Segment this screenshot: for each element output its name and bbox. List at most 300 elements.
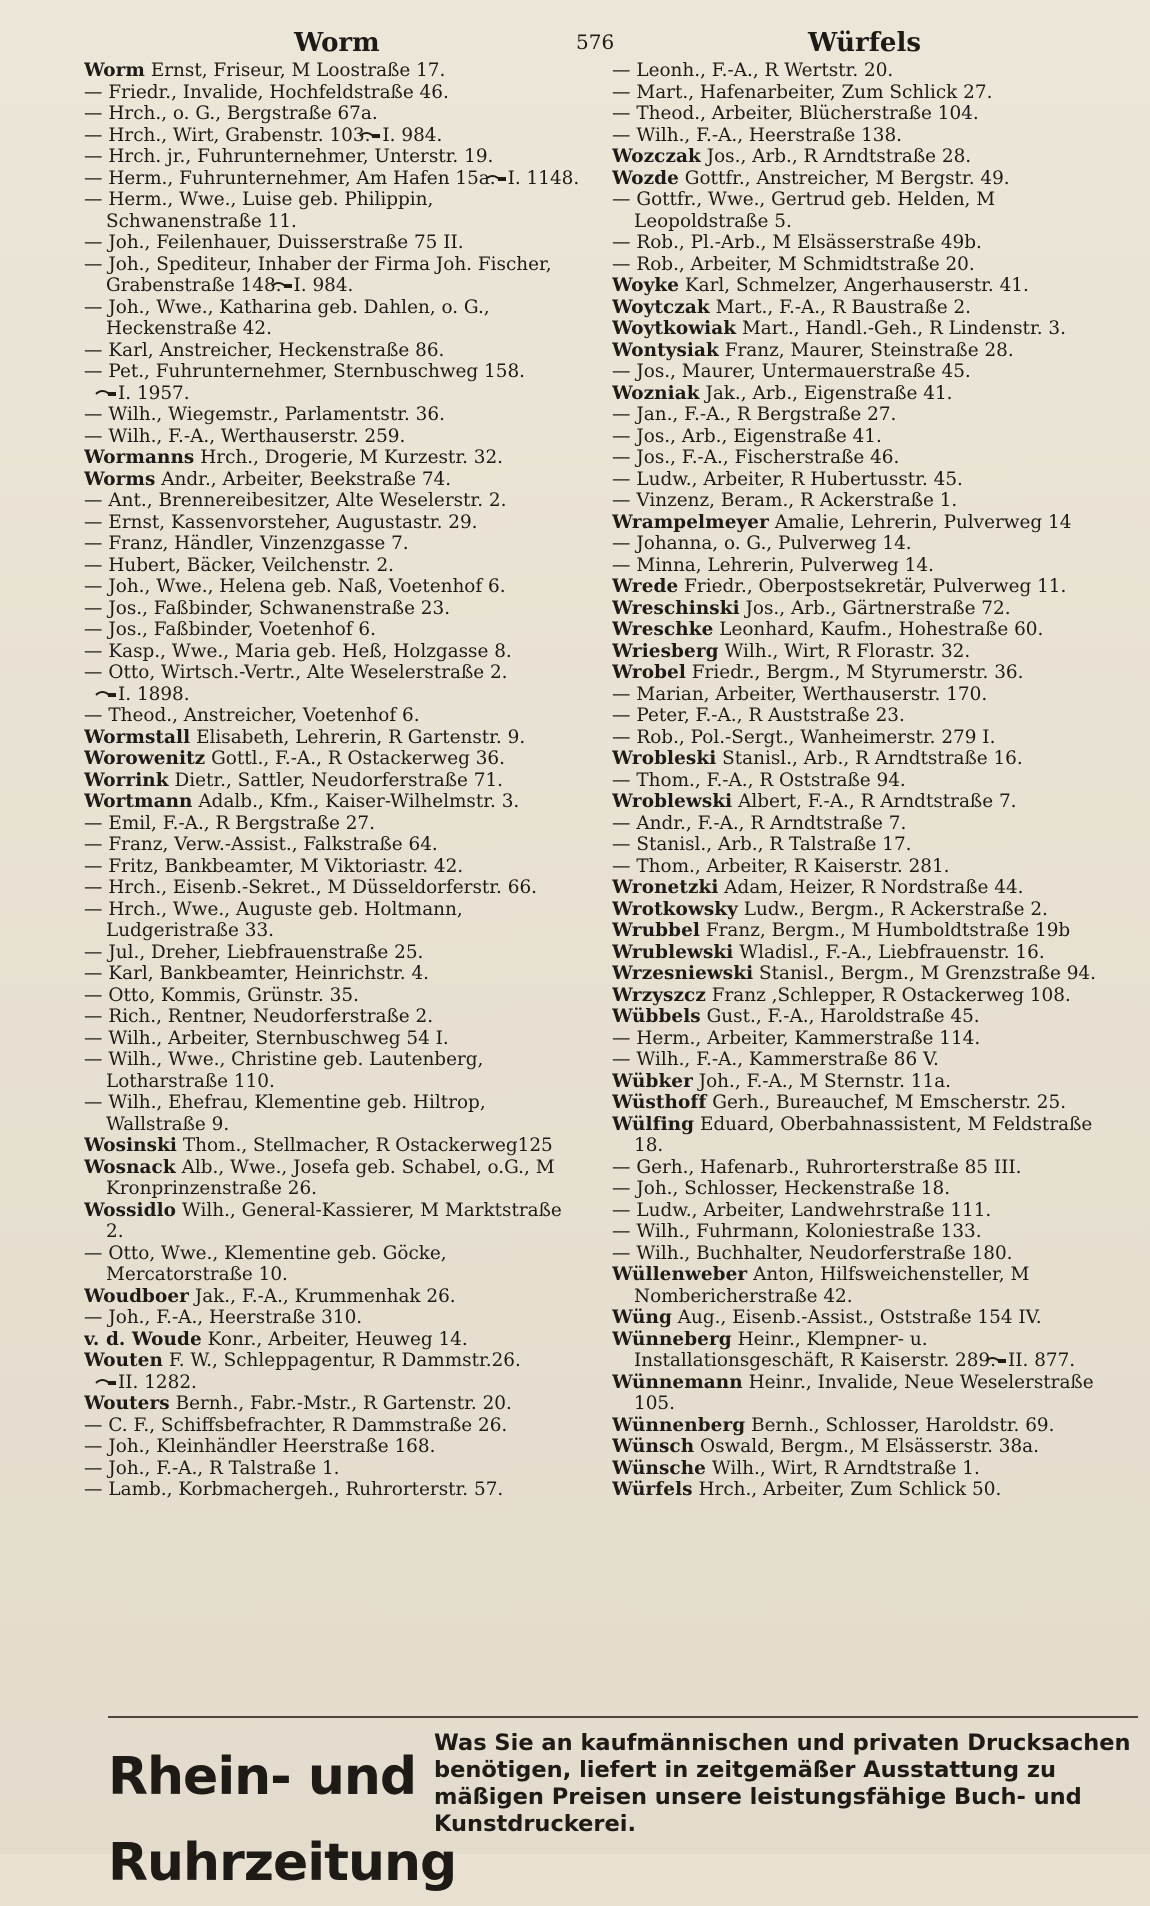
directory-entry [612, 168, 1112, 190]
directory-entry [612, 598, 1112, 620]
entry-name: Wrubbel [612, 920, 700, 941]
entry-text: Ernst, Friseur, M Loostraße 17. [150, 60, 446, 81]
entry-text: Amalie, Lehrerin, Pulverweg 14 [774, 511, 1072, 533]
directory-entry [84, 60, 584, 82]
entry-text: Wilh., F.-A., Kammerstraße 86 V. [636, 1049, 939, 1070]
directory-entry [612, 662, 1112, 684]
entry-text: Kasp., Wwe., Maria geb. Heß, Holzgasse 8. [108, 640, 512, 662]
entry-name: Wünneberg [612, 1328, 732, 1350]
entry-text: Franz, Verw.-Assist., Falkstraße 64. [108, 834, 438, 855]
entry-dash: — [84, 533, 103, 554]
entry-name: Wormstall [84, 726, 191, 748]
telephone-number [116, 1372, 197, 1394]
entry-dash: — [84, 662, 103, 683]
entry-text: Heinr., Invalide, Neue Weselerstraße 105. [634, 1371, 1094, 1414]
directory-entry [84, 168, 584, 190]
entry-dash: — [612, 189, 631, 210]
directory-entry [612, 1415, 1112, 1437]
entry-dash: — [612, 726, 631, 748]
directory-entry [612, 404, 1112, 426]
directory-entry [612, 1178, 1112, 1200]
entry-text: Herm., Wwe., Luise geb. Philippin, Schwanenstraße 11. [106, 189, 434, 232]
entry-dash: — [612, 1027, 631, 1049]
directory-entry [612, 555, 1112, 577]
entry-text: Hrch., Drogerie, M Kurzestr. 32. [200, 447, 504, 468]
directory-entry [612, 834, 1112, 856]
entry-text: Friedr., Oberpostsekretär, Pulverweg 11. [684, 576, 1067, 597]
entry-text: Hrch., Wirt, Grabenstr. 103. [108, 124, 371, 146]
directory-entry [612, 1006, 1112, 1028]
entry-text: Franz, Maurer, Steinstraße 28. [724, 339, 1014, 361]
directory-entry [612, 189, 1112, 232]
directory-entry [84, 1286, 584, 1308]
directory-entry [84, 490, 584, 512]
entry-name: Wünsch [612, 1436, 695, 1457]
directory-entry [612, 426, 1112, 448]
entry-dash: — [612, 425, 631, 447]
directory-entry [84, 447, 584, 469]
entry-dash: — [84, 963, 103, 984]
entry-text: Wilh., Wirt, R Florastr. 32. [724, 640, 971, 662]
directory-entry [612, 447, 1112, 469]
directory-entry [612, 254, 1112, 276]
entry-text: Heinr., Klempner- u. Installationsgeschäft, R Kaiserstr. 289. [634, 1328, 996, 1371]
directory-entry [612, 899, 1112, 921]
entry-text: Rob., Arbeiter, M Schmidtstraße 20. [636, 253, 975, 275]
entry-text: Friedr., Invalide, Hochfeldstraße 46. [108, 81, 449, 103]
entry-dash: — [612, 1221, 631, 1242]
directory-entry [84, 770, 584, 792]
entry-text: Hubert, Bäcker, Veilchenstr. 2. [108, 554, 395, 576]
directory-entry [612, 770, 1112, 792]
entry-name: Worrink [84, 769, 169, 791]
entry-text: Otto, Kommis, Grünstr. 35. [108, 984, 359, 1006]
entry-text: Anton, Hilfsweichensteller, M Nombericherstraße 42. [634, 1264, 1030, 1307]
entry-dash: — [612, 103, 631, 124]
entry-name: Wosnack [84, 1156, 176, 1178]
entry-dash: — [84, 898, 103, 920]
entry-dash: — [84, 554, 103, 576]
directory-entry [612, 297, 1112, 319]
entry-name: Wüng [612, 1307, 672, 1328]
directory-entry [612, 1479, 1112, 1501]
directory-entry [84, 125, 584, 147]
entry-dash: — [84, 296, 103, 318]
directory-entry [84, 856, 584, 878]
directory-entry [612, 125, 1112, 147]
entry-dash: — [84, 1242, 103, 1264]
entry-text: Jak., Arb., Eigenstraße 41. [705, 382, 953, 404]
entry-dash: — [84, 167, 103, 189]
entry-dash: — [84, 404, 103, 425]
entry-text: Stanisl., Bergm., M Grenzstraße 94. [759, 963, 1096, 984]
directory-entry [612, 1200, 1112, 1222]
directory-entry [84, 1307, 584, 1329]
directory-entry [84, 1092, 584, 1135]
entry-name: Woytczak [612, 296, 710, 318]
entry-name: Wünnenberg [612, 1414, 746, 1436]
entry-text: Leonh., F.-A., R Wertstr. 20. [636, 60, 894, 81]
entry-name: Woytkowiak [612, 318, 737, 339]
entry-text: Jos., Arb., Eigenstraße 41. [636, 425, 882, 447]
entry-text: Jan., F.-A., R Bergstraße 27. [636, 404, 897, 425]
directory-entry [612, 533, 1112, 555]
entry-text: Joh., Schlosser, Heckenstraße 18. [636, 1178, 951, 1199]
directory-entry [612, 232, 1112, 254]
entry-name: Woudboer [84, 1285, 189, 1307]
entry-dash: — [84, 941, 103, 963]
directory-entry [84, 748, 584, 770]
directory-entry [612, 60, 1112, 82]
entry-name: Wouters [84, 1393, 170, 1414]
entry-text: Wilh., F.-A., Heerstraße 138. [636, 124, 903, 146]
entry-name: Wübbels [612, 1006, 701, 1027]
entry-text: Albert, F.-A., R Arndtstraße 7. [738, 791, 1017, 812]
directory-entry [612, 1157, 1112, 1179]
advertisement-title: Rhein- und Ruhrzeitung [108, 1747, 457, 1893]
entry-text: Rob., Pl.-Arb., M Elsässerstraße 49b. [636, 232, 982, 253]
entry-text: Joh., F.-A., M Sternstr. 11a. [698, 1070, 952, 1092]
entry-text: Joh., F.-A., Heerstraße 310. [108, 1307, 363, 1328]
entry-text: Dietr., Sattler, Neudorferstraße 71. [174, 769, 504, 791]
directory-entry [612, 1436, 1112, 1458]
entry-text: Herm., Fuhrunternehmer, Am Hafen 15a. [108, 167, 496, 189]
directory-entry [84, 82, 584, 104]
telephone-icon [484, 174, 508, 184]
header-left: Worm [294, 28, 380, 58]
entry-dash: — [612, 1178, 631, 1199]
entry-dash: — [612, 60, 631, 81]
directory-entry [84, 1135, 584, 1157]
entry-dash: — [84, 511, 103, 533]
directory-entry [612, 1092, 1112, 1114]
directory-entry [612, 813, 1112, 835]
entry-dash: — [612, 533, 631, 554]
directory-entry [84, 1157, 584, 1200]
directory-entry [84, 146, 584, 168]
entry-text: Emil, F.-A., R Bergstraße 27. [108, 812, 375, 834]
entry-dash: — [612, 232, 631, 253]
directory-entry [612, 146, 1112, 168]
entry-dash: — [84, 1436, 103, 1457]
entry-text: Joh., Feilenhauer, Duisserstraße 75 II. [108, 232, 464, 253]
entry-text: Gust., F.-A., Haroldstraße 45. [706, 1006, 980, 1027]
entry-name: v. d. Woude [84, 1328, 202, 1350]
directory-entry [612, 705, 1112, 727]
telephone-icon [984, 1356, 1008, 1366]
entry-dash: — [612, 1049, 631, 1070]
entry-name: Wübker [612, 1070, 693, 1092]
advertisement [108, 1716, 1138, 1893]
entry-text: Eduard, Oberbahnassistent, M Feldstraße 18. [634, 1113, 1093, 1156]
entry-text: Konr., Arbeiter, Heuweg 14. [207, 1328, 468, 1350]
entry-name: Wrzesniewski [612, 963, 754, 984]
entry-text: Jos., Maurer, Untermauerstraße 45. [636, 361, 971, 382]
entry-text: Jos., Faßbinder, Schwanenstraße 23. [108, 597, 451, 619]
directory-entry [612, 684, 1112, 706]
entry-text: Leonhard, Kaufm., Hohestraße 60. [719, 619, 1044, 640]
telephone-number [292, 275, 354, 297]
directory-entry [612, 727, 1112, 749]
entry-name: Wrampelmeyer [612, 511, 769, 533]
entry-text: Wilh., Ehefrau, Klementine geb. Hiltrop, Wallstraße 9. [106, 1092, 486, 1135]
telephone-icon [94, 690, 118, 700]
entry-dash: — [84, 640, 103, 662]
entry-text: Wilh., General-Kassierer, M Marktstraße 2. [106, 1199, 562, 1242]
entry-text: Gottl., F.-A., R Ostackerweg 36. [211, 748, 505, 769]
entry-dash: — [84, 253, 103, 275]
entry-name: Wontysiak [612, 339, 719, 361]
entry-name: Wrobleski [612, 748, 717, 769]
entry-text: Oswald, Bergm., M Elsässerstr. 38a. [700, 1436, 1039, 1457]
directory-entry [84, 1415, 584, 1437]
entry-name: Wossidlo [84, 1199, 177, 1221]
entry-text: Otto, Wwe., Klementine geb. Göcke, Mercatorstraße 10. [106, 1242, 447, 1285]
directory-entry [612, 1307, 1112, 1329]
entry-dash: — [84, 1006, 103, 1027]
telephone-number [116, 684, 190, 706]
directory-entry [612, 1049, 1112, 1071]
telephone-value: II. 877. [1007, 1350, 1076, 1371]
entry-dash: — [612, 834, 631, 855]
directory-entry [612, 1071, 1112, 1093]
entry-dash: — [84, 705, 103, 726]
entry-text: Wilh., Wiegemstr., Parlamentstr. 36. [108, 404, 445, 425]
directory-entry [84, 297, 584, 340]
left-column [84, 60, 584, 1725]
entry-name: Wrzyszcz [612, 984, 706, 1006]
entry-name: Wrobel [612, 662, 686, 683]
directory-entry [612, 361, 1112, 383]
entry-name: Wriesberg [612, 640, 719, 662]
telephone-icon [270, 281, 294, 291]
entry-name: Wroblewski [612, 791, 733, 812]
entry-text: Franz ,Schlepper, R Ostackerweg 108. [711, 984, 1071, 1006]
entry-text: Theod., Anstreicher, Voetenhof 6. [108, 705, 420, 726]
entry-dash: — [84, 597, 103, 619]
entry-text: Joh., Spediteur, Inhaber der Firma Joh. Fischer, Grabenstraße 148. [106, 253, 552, 296]
entry-dash: — [612, 683, 631, 705]
directory-entry [612, 920, 1112, 942]
entry-text: Hrch., Wwe., Auguste geb. Holtmann, Ludgeristraße 33. [106, 898, 463, 941]
directory-entry [84, 1243, 584, 1286]
entry-text: Vinzenz, Beram., R Ackerstraße 1. [636, 490, 958, 511]
directory-entry [612, 1264, 1112, 1307]
directory-entry [84, 404, 584, 426]
entry-dash: — [84, 490, 103, 511]
entry-dash: — [612, 812, 631, 834]
telephone-icon [94, 389, 118, 399]
directory-entry [84, 1479, 584, 1501]
directory-entry [84, 985, 584, 1007]
entry-text: Karl, Bankbeamter, Heinrichstr. 4. [108, 963, 430, 984]
entry-text: Elisabeth, Lehrerin, R Gartenstr. 9. [196, 726, 526, 748]
entry-name: Worowenitz [84, 748, 206, 769]
directory-entry [612, 877, 1112, 899]
directory-entry [612, 1114, 1112, 1157]
entry-dash: — [612, 81, 631, 103]
entry-dash: — [612, 1199, 631, 1221]
telephone-value: I. 984. [293, 275, 354, 296]
entry-dash: — [84, 81, 103, 103]
directory-entry [612, 856, 1112, 878]
directory-entry [84, 1458, 584, 1480]
entry-text: Fritz, Bankbeamter, M Viktoriastr. 42. [108, 855, 464, 877]
entry-text: Gerh., Bureauchef, M Emscherstr. 25. [712, 1092, 1067, 1113]
entry-text: Jos., Arb., R Arndtstraße 28. [706, 146, 972, 167]
directory-entry [84, 641, 584, 663]
entry-dash: — [612, 490, 631, 511]
directory-entry [84, 576, 584, 598]
directory-entry [84, 555, 584, 577]
entry-text: Adam, Heizer, R Nordstraße 44. [724, 877, 1024, 898]
entry-text: Karl, Anstreicher, Heckenstraße 86. [108, 339, 445, 361]
entry-text: Franz, Bergm., M Humboldtstraße 19b [705, 920, 1071, 941]
entry-dash: — [612, 253, 631, 275]
entry-text: Aug., Eisenb.-Assist., Oststraße 154 IV. [677, 1307, 1042, 1328]
directory-entry [612, 1329, 1112, 1372]
entry-text: Thom., F.-A., R Oststraße 94. [636, 769, 906, 791]
entry-text: Alb., Wwe., Josefa geb. Schabel, o.G., M Kronprinzenstraße 26. [106, 1156, 555, 1199]
directory-entry [84, 1436, 584, 1458]
entry-name: Wreschke [612, 619, 714, 640]
directory-entry [84, 877, 584, 899]
entry-name: Wozde [612, 167, 679, 189]
entry-text: Friedr., Bergm., M Styrumerstr. 36. [691, 662, 1024, 683]
entry-text: Joh., Wwe., Katharina geb. Dahlen, o. G., Heckenstraße 42. [106, 296, 490, 339]
entry-text: Thom., Stellmacher, R Ostackerweg125 [182, 1135, 553, 1156]
entry-text: Ernst, Kassenvorsteher, Augustastr. 29. [108, 511, 478, 533]
directory-entry [612, 82, 1112, 104]
entry-dash: — [612, 1242, 631, 1264]
entry-dash: — [612, 468, 631, 490]
entry-name: Wormanns [84, 447, 195, 468]
directory-entry [84, 189, 584, 232]
entry-text: Stanisl., Arb., R Talstraße 17. [636, 834, 912, 855]
entry-name: Wrotkowsky [612, 898, 738, 920]
directory-entry [84, 512, 584, 534]
telephone-value: I. 1148. [507, 167, 580, 189]
entry-text: Wilh., Buchhalter, Neudorferstraße 180. [636, 1242, 1013, 1264]
entry-text: Otto, Wirtsch.-Vertr., Alte Weselerstraße 2. [108, 662, 508, 683]
entry-text: Mart., Hafenarbeiter, Zum Schlick 27. [636, 81, 993, 103]
entry-dash: — [84, 855, 103, 877]
entry-dash: — [84, 834, 103, 855]
entry-text: Jos., Faßbinder, Voetenhof 6. [108, 619, 376, 640]
entry-dash: — [84, 232, 103, 253]
directory-entry [612, 641, 1112, 663]
entry-text: Mart., F.-A., R Baustraße 2. [715, 296, 972, 318]
entry-name: Wozniak [612, 382, 700, 404]
entry-name: Wosinski [84, 1135, 178, 1156]
entry-text: Gottfr., Anstreicher, M Bergstr. 49. [684, 167, 1010, 189]
entry-text: Hrch., Eisenb.-Sekret., M Düsseldorferstr. 66. [108, 877, 537, 898]
entry-text: Wilh., Fuhrmann, Koloniestraße 133. [636, 1221, 982, 1242]
entry-dash: — [84, 1307, 103, 1328]
directory-entry [84, 813, 584, 835]
entry-text: Andr., Arbeiter, Beekstraße 74. [161, 468, 452, 490]
directory-entry [84, 942, 584, 964]
entry-text: Wilh., F.-A., Werthauserstr. 259. [108, 425, 406, 447]
entry-dash: — [612, 124, 631, 146]
directory-entry [612, 103, 1112, 125]
entry-dash: — [84, 1479, 103, 1500]
directory-entry [84, 426, 584, 448]
entry-text: Joh., F.-A., R Talstraße 1. [108, 1457, 340, 1479]
entry-text: Thom., Arbeiter, R Kaiserstr. 281. [636, 855, 950, 877]
entry-dash: — [84, 984, 103, 1006]
directory-entry [612, 985, 1112, 1007]
directory-entry [612, 1243, 1112, 1265]
entry-text: F. W., Schleppagentur, R Dammstr.26. [168, 1350, 521, 1371]
directory-entry [612, 512, 1112, 534]
entry-dash: — [84, 425, 103, 447]
entry-dash: — [84, 189, 103, 210]
entry-text: Karl, Schmelzer, Angerhauserstr. 41. [684, 275, 1029, 296]
telephone-number [116, 383, 190, 405]
entry-text: Mart., Handl.-Geh., R Lindenstr. 3. [741, 318, 1066, 339]
directory-entry [84, 1028, 584, 1050]
entry-text: Gottfr., Wwe., Gertrud geb. Helden, M Leopoldstraße 5. [634, 189, 996, 232]
directory-entry [84, 899, 584, 942]
entry-dash: — [612, 705, 631, 726]
telephone-value: I. 984. [382, 124, 443, 146]
entry-dash: — [612, 404, 631, 425]
directory-entry [84, 103, 584, 125]
directory-entry [612, 275, 1112, 297]
entry-text: C. F., Schiffsbefrachter, R Dammstraße 26. [108, 1414, 508, 1436]
entry-text: Jos., F.-A., Fischerstraße 46. [636, 447, 900, 468]
header-right: Würfels [808, 28, 921, 58]
entry-text: Hrch., Arbeiter, Zum Schlick 50. [698, 1479, 1002, 1500]
directory-entry [84, 705, 584, 727]
entry-dash: — [84, 619, 103, 640]
entry-dash: — [84, 877, 103, 898]
directory-entry [84, 1393, 584, 1415]
telephone-icon [94, 1378, 118, 1388]
directory-entry [612, 340, 1112, 362]
entry-text: Bernh., Fabr.-Mstr., R Gartenstr. 20. [175, 1393, 512, 1414]
entry-text: Rich., Rentner, Neudorferstraße 2. [108, 1006, 434, 1027]
directory-entry [612, 576, 1112, 598]
entry-dash: — [84, 361, 103, 382]
entry-text: Herm., Arbeiter, Kammerstraße 114. [636, 1027, 981, 1049]
entry-dash: — [84, 103, 103, 124]
directory-entry [84, 361, 584, 404]
entry-text: Wilh., Arbeiter, Sternbuschweg 54 I. [108, 1027, 449, 1049]
entry-name: Wozczak [612, 146, 701, 167]
entry-dash: — [84, 1092, 103, 1113]
entry-name: Woyke [612, 275, 680, 296]
entry-dash: — [84, 339, 103, 361]
telephone-icon [358, 131, 382, 141]
entry-text: Joh., Kleinhändler Heerstraße 168. [108, 1436, 436, 1457]
directory-entry [84, 963, 584, 985]
directory-entry [84, 340, 584, 362]
directory-entry [84, 598, 584, 620]
entry-text: Peter, F.-A., R Auststraße 23. [636, 705, 905, 726]
entry-dash: — [612, 855, 631, 877]
telephone-number [380, 125, 442, 147]
entry-text: Ludw., Arbeiter, R Hubertusstr. 45. [636, 468, 963, 490]
entry-text: Stanisl., Arb., R Arndtstraße 16. [722, 748, 1023, 769]
entry-text: Jos., Arb., Gärtnerstraße 72. [745, 597, 1011, 619]
page-header [84, 20, 1132, 60]
entry-text: Gerh., Hafenarb., Ruhrorterstraße 85 III. [636, 1156, 1022, 1178]
directory-entry [84, 791, 584, 813]
entry-name: Wrede [612, 576, 679, 597]
entry-name: Wülfing [612, 1113, 695, 1135]
